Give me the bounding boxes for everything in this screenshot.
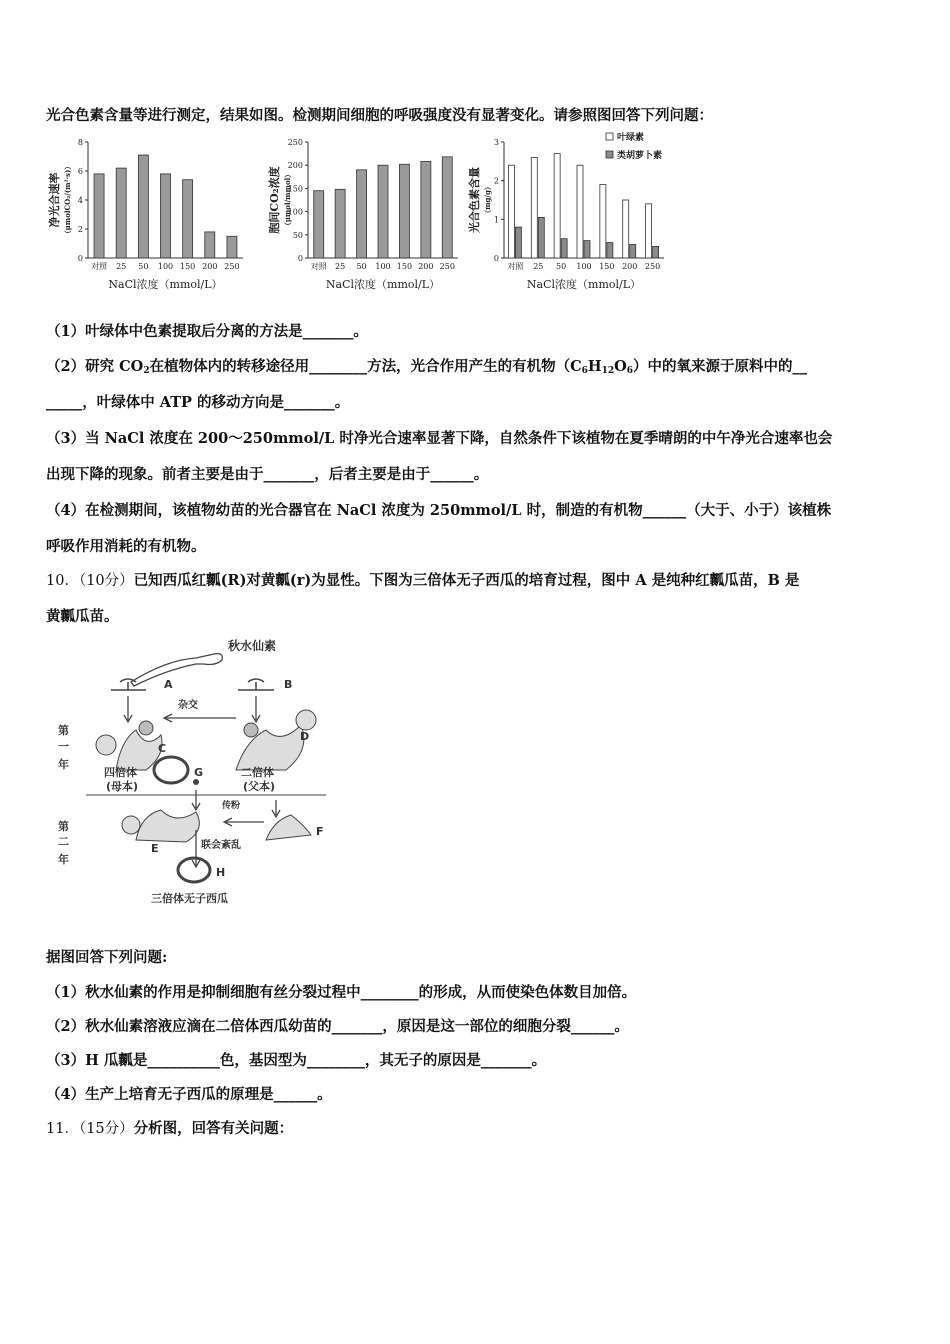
q10-stem-text: 已知西瓜红瓤(R)对黄瓤(r)为显性。下图为三倍体无子西瓜的培育过程，图中 A 是纯种红瓤瓜苗，B 是 [133, 572, 800, 589]
label-d: D [300, 730, 310, 743]
chart1-y-label: 胞间CO₂浓度 [268, 166, 281, 234]
chart1-bar [442, 157, 452, 258]
chart2-legend-swatch [606, 151, 613, 158]
chart2-bar-carotenoid [630, 244, 636, 258]
label-e: E [151, 842, 159, 855]
watermelon-breeding-figure [46, 630, 346, 915]
label-tetraploid: 四倍体 [104, 766, 137, 779]
chart0-x-tick-label: 150 [180, 262, 196, 271]
q9-p2-o: O [614, 358, 627, 375]
year2-char2: 二 [58, 835, 69, 848]
chart2-bar-chlorophyll [554, 154, 560, 258]
q9-part4-line2: 呼吸作用消耗的有机物。 [46, 538, 206, 555]
nacl-charts [46, 130, 666, 300]
label-f: F [316, 825, 324, 838]
chart2-bar-chlorophyll [531, 157, 537, 258]
chart2-bar-carotenoid [653, 246, 659, 258]
label-synapsis: 联会紊乱 [201, 840, 241, 851]
intro-text: 光合色素含量等进行测定，结果如图。检测期间细胞的呼吸强度没有显著变化。请参照图回答下列问题： [46, 107, 713, 124]
chart2-x-tick-label: 150 [599, 262, 615, 271]
chart0-bar [161, 174, 171, 258]
chart0-x-tick-label: 250 [224, 262, 240, 271]
chart2-bar-chlorophyll [646, 204, 652, 258]
chart1-y-tick-label: 0 [297, 254, 303, 263]
chart1-y-tick-label: 250 [287, 138, 303, 147]
q9-part2-line1 [46, 355, 807, 376]
chart1-y-tick-label: 150 [287, 184, 303, 194]
q9-p2-text3: ）中的氧来源于原料中的__ [633, 358, 808, 375]
q9-part1: （1）叶绿体中色素提取后分离的方法是_______。 [46, 323, 368, 340]
plant-e [122, 810, 199, 842]
q9-part3-line1: （3）当 NaCl 浓度在 200～250mmol/L 时净光合速率显著下降，自然条件下该植物在夏季晴朗的中午净光合速率也会 [46, 430, 833, 447]
q10-lead: 据图回答下列问题: [46, 949, 168, 966]
label-colchicine: 秋水仙素 [228, 639, 277, 653]
chart1-y-unit: （μmol/mmol） [283, 170, 292, 230]
chart0-y-tick-label: 2 [77, 225, 83, 234]
label-a: A [164, 678, 173, 691]
year1-char3: 年 [58, 758, 69, 771]
chart2-legend-label: 叶绿素 [617, 133, 645, 143]
chart2-bar-chlorophyll [508, 165, 514, 258]
chart0-bar [138, 155, 148, 258]
chart2-bar-chlorophyll [623, 200, 629, 258]
label-triploid-result: 三倍体无子西瓜 [151, 892, 228, 905]
q9-p2-text1: （2）研究 CO [46, 358, 144, 375]
chart0-y-unit: （μmolCO₂/(m²·s)） [63, 162, 72, 238]
chart1-y-tick-label: 50 [292, 230, 303, 240]
chart0-x-tick-label: 50 [138, 262, 149, 271]
chart1-bar [314, 191, 324, 258]
q10-stem-line1 [46, 569, 799, 590]
plant-f [266, 815, 311, 840]
chart0-x-tick-label: 对照 [91, 262, 108, 271]
plant-c [96, 721, 162, 770]
chart0-bar [183, 180, 193, 258]
chart2-x-tick-label: 100 [576, 262, 592, 271]
chart0-y-label: 净光合速率 [48, 172, 61, 228]
q10-stem-line2: 黄瓤瓜苗。 [46, 608, 119, 625]
chart0-y-tick-label: 6 [77, 167, 83, 176]
chart1-y-tick-label: 100 [287, 207, 303, 217]
chart0-y-tick-label: 8 [77, 138, 83, 147]
chart2-bar-chlorophyll [577, 165, 583, 258]
q9-p2-h: H [587, 358, 602, 375]
chart1-x-tick-label: 200 [418, 262, 434, 271]
q10-part1: （1）秋水仙素的作用是抑制细胞有丝分裂过程中________的形成，从而使染色体数目加倍。 [46, 984, 637, 1001]
q9-p2-sub: 2 [143, 366, 150, 376]
q10-number: 10．（10分） [46, 573, 134, 589]
chart0-bar [205, 232, 215, 258]
chart2-y-tick-label: 3 [493, 138, 499, 147]
label-h: H [216, 866, 226, 879]
chart2-x-tick-label: 对照 [507, 262, 524, 271]
chart0-bar [94, 174, 104, 258]
chart1-x-tick-label: 100 [375, 262, 391, 271]
year2-char3: 年 [58, 853, 69, 866]
chart2-x-tick-label: 25 [533, 262, 544, 271]
chart0-x-tick-label: 200 [202, 262, 218, 271]
label-pollinate: 传粉 [222, 801, 241, 811]
q9-part4-line1: （4）在检测期间，该植物幼苗的光合器官在 NaCl 浓度为 250mmol/L 时，制造的有机物______（大于、小于）该植株 [46, 502, 832, 519]
chart2-y-tick-label: 2 [493, 176, 499, 186]
watermelon-h [178, 858, 210, 882]
chart2-legend-swatch [606, 133, 613, 140]
chart2-legend-label: 类胡萝卜素 [617, 151, 663, 161]
chart1-x-tick-label: 25 [335, 262, 346, 271]
q10-part4: （4）生产上培育无子西瓜的原理是______。 [46, 1086, 332, 1103]
chart0-x-tick-label: 25 [116, 262, 127, 271]
chart0-bar [227, 236, 237, 258]
chart2-bar-chlorophyll [600, 185, 606, 258]
year1-char1: 第 [58, 724, 69, 737]
chart1-x-tick-label: 250 [439, 262, 455, 271]
chart0-bar [116, 168, 126, 258]
watermelon-g [154, 757, 188, 783]
chart2-x-label: NaCl浓度（mmol/L） [526, 278, 642, 291]
q9-p2-sub12: 12 [601, 366, 615, 376]
dropper-icon [131, 654, 222, 686]
q9-p2-text2: 在植物体内的转移途径用________方法，光合作用产生的有机物（C [149, 358, 582, 375]
chart1-x-label: NaCl浓度（mmol/L） [325, 278, 441, 291]
q9-part2-line2: _____，叶绿体中 ATP 的移动方向是_______。 [46, 394, 350, 411]
chart2-bar-carotenoid [584, 241, 590, 258]
chart1-x-tick-label: 对照 [310, 262, 327, 271]
chart2-bar-carotenoid [561, 239, 567, 258]
chart2-bar-carotenoid [515, 227, 521, 258]
chart0-x-tick-label: 100 [157, 262, 174, 271]
q11-stem [46, 1117, 293, 1138]
year2-char1: 第 [58, 820, 69, 833]
chart0-y-tick-label: 4 [77, 196, 83, 205]
q9-part3-line2: 出现下降的现象。前者主要是由于_______，后者主要是由于______。 [46, 466, 489, 483]
chart2-y-tick-label: 0 [493, 254, 499, 263]
label-cross: 杂交 [178, 700, 198, 711]
chart1-bar [399, 164, 409, 258]
chart1-bar [335, 189, 345, 258]
q10-part2: （2）秋水仙素溶液应滴在二倍体西瓜幼苗的_______，原因是这一部位的细胞分裂______。 [46, 1018, 629, 1035]
q10-part3: （3）H 瓜瓤是__________色，基因型为________，其无子的原因是_______。 [46, 1052, 547, 1069]
label-c: C [158, 742, 167, 755]
chart1-bar [421, 161, 431, 258]
chart1-bar [378, 165, 388, 258]
chart2-x-tick-label: 200 [622, 262, 638, 271]
chart2-y-label: 光合色素含量 [468, 167, 481, 233]
chart0-y-tick-label: 0 [77, 254, 83, 263]
q9-p2-sub6b: 6 [626, 366, 634, 376]
chart2-bar-carotenoid [538, 217, 544, 258]
chart1-x-tick-label: 150 [396, 262, 413, 271]
label-b: B [284, 678, 293, 691]
label-diploid: 二倍体 [241, 766, 274, 779]
year1-char2: 一 [58, 740, 69, 753]
label-father: (父本) [243, 780, 276, 793]
chart0-x-label: NaCl浓度（mmol/L） [108, 278, 223, 291]
q11-number: 11．（15分） [46, 1121, 134, 1137]
chart2-y-tick-label: 1 [493, 215, 499, 225]
chart1-y-tick-label: 200 [287, 161, 303, 171]
chart2-y-unit: （mg/g） [483, 183, 492, 217]
q9-p2-sub6: 6 [581, 366, 588, 376]
chart1-x-tick-label: 50 [356, 262, 367, 271]
chart1-bar [357, 170, 367, 258]
label-mother: (母本) [106, 780, 139, 793]
chart2-bar-carotenoid [607, 243, 613, 258]
label-g: G [194, 766, 204, 779]
chart2-x-tick-label: 250 [644, 262, 661, 271]
q11-stem-text: 分析图，回答有关问题： [133, 1120, 294, 1137]
chart2-x-tick-label: 50 [556, 262, 567, 271]
